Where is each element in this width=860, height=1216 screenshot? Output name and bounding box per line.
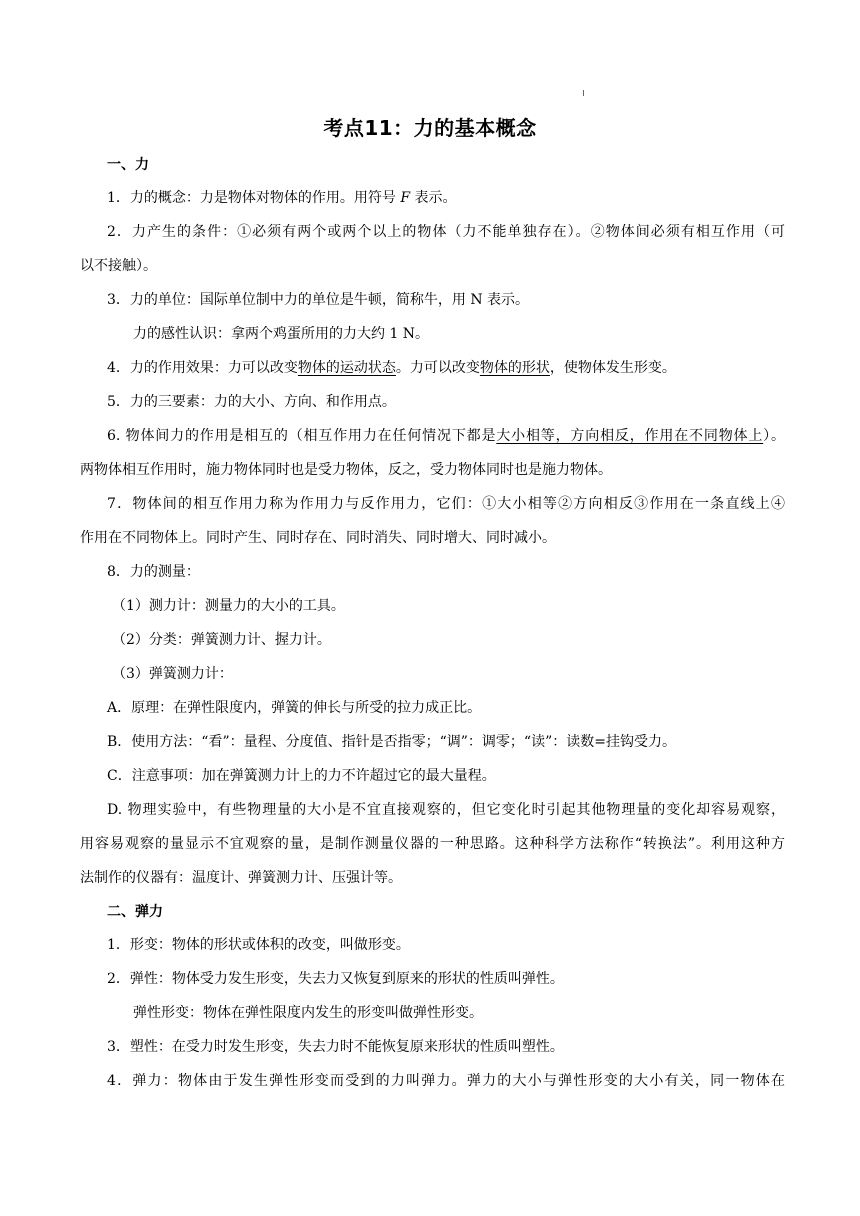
underline-shape: 物体的形状 bbox=[479, 360, 550, 376]
paragraph-action-reaction-cont: 作用在不同物体上。同时产生、同时存在、同时消失、同时增大、同时减小。 bbox=[80, 530, 556, 546]
paragraph-mutual-force: 6. 物体间力的作用是相互的（相互作用力在任何情况下都是大小相等，方向相反，作用在不同物体上）。 bbox=[107, 428, 785, 444]
paragraph-three-elements: 5．力的三要素：力的大小、方向、和作用点。 bbox=[107, 394, 396, 410]
paragraph-elastic-deformation: 弹性形变：物体在弹性限度内发生的形变叫做弹性形变。 bbox=[133, 1005, 483, 1021]
paragraph-plasticity: 3．塑性：在受力时发生形变，失去力时不能恢复原来形状的性质叫塑性。 bbox=[107, 1039, 564, 1055]
paragraph-force-conditions-cont: 以不接触）。 bbox=[80, 258, 157, 274]
page-title: 考点11：力的基本概念 bbox=[323, 116, 537, 140]
paragraph-conversion-method: D. 物理实验中，有些物理量的大小是不宜直接观察的，但它变化时引起其他物理量的变化却容易观察， bbox=[107, 802, 785, 818]
paragraph-force-conditions: 2．力产生的条件：①必须有两个或两个以上的物体（力不能单独存在）。②物体间必须有相互作用（可 bbox=[107, 224, 785, 240]
paragraph-elasticity: 2．弹性：物体受力发生形变，失去力又恢复到原来的形状的性质叫弹性。 bbox=[107, 971, 564, 987]
paragraph-force-concept: 1．力的概念：力是物体对物体的作用。用符号 F 表示。 bbox=[107, 190, 457, 206]
paragraph-force-perception: 力的感性认识：拿两个鸡蛋所用的力大约 1 N。 bbox=[133, 326, 430, 342]
section-heading-force: 一、力 bbox=[107, 157, 149, 173]
paragraph-deformation: 1．形变：物体的形状或体积的改变，叫做形变。 bbox=[107, 937, 410, 953]
symbol-f: F bbox=[400, 190, 411, 206]
list-item-classification: （2）分类：弹簧测力计、握力计。 bbox=[112, 632, 331, 648]
paragraph-elastic-force: 4．弹力：物体由于发生弹性形变而受到的力叫弹力。弹力的大小与弹性形变的大小有关，同一物体在 bbox=[107, 1073, 785, 1089]
section-heading-elastic-force: 二、弹力 bbox=[107, 904, 163, 920]
paragraph-force-unit: 3．力的单位：国际单位制中力的单位是牛顿，简称牛，用 N 表示。 bbox=[107, 292, 530, 308]
page-mark bbox=[583, 90, 584, 96]
underline-mutual-force: 大小相等，方向相反，作用在不同物体上 bbox=[496, 428, 764, 444]
list-item-notice: C．注意事项：加在弹簧测力计上的力不许超过它的最大量程。 bbox=[107, 768, 496, 784]
list-item-usage: B．使用方法：“看”：量程、分度值、指针是否指零；“调”：调零；“读”：读数=挂钩受力。 bbox=[107, 734, 676, 750]
paragraph-action-reaction: 7．物体间的相互作用力称为作用力与反作用力，它们：①大小相等②方向相反③作用在一条直线上④ bbox=[107, 496, 785, 512]
underline-motion-state: 物体的运动状态 bbox=[297, 360, 396, 376]
paragraph-mutual-force-cont: 两物体相互作用时，施力物体同时也是受力物体，反之，受力物体同时也是施力物体。 bbox=[80, 462, 612, 478]
paragraph-force-measure: 8．力的测量： bbox=[107, 564, 200, 580]
list-item-spring-scale: （3）弹簧测力计： bbox=[112, 666, 233, 682]
paragraph-force-effects: 4．力的作用效果：力可以改变物体的运动状态。力可以改变物体的形状，使物体发生形变。 bbox=[107, 360, 676, 376]
paragraph-conversion-method-cont: 用容易观察的量显示不宜观察的量，是制作测量仪器的一种思路。这种科学方法称作“转换法”。利用这种方 bbox=[80, 836, 785, 852]
list-item-principle: A．原理：在弹性限度内，弹簧的伸长与所受的拉力成正比。 bbox=[107, 700, 482, 716]
list-item-dynamometer: （1）测力计：测量力的大小的工具。 bbox=[112, 598, 345, 614]
paragraph-conversion-method-end: 法制作的仪器有：温度计、弹簧测力计、压强计等。 bbox=[80, 870, 402, 886]
